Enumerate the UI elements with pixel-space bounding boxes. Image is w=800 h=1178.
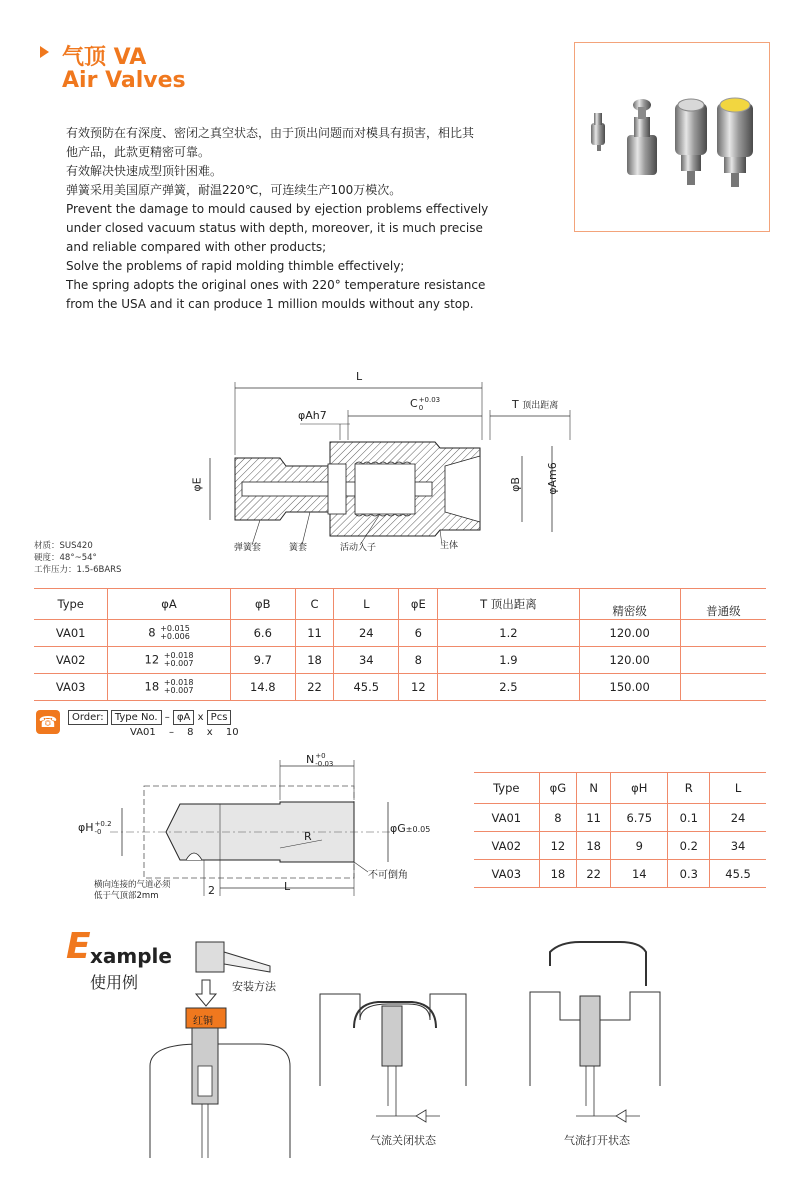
intro-line: 弹簧采用美国原产弹簧，耐温220℃，可连续生产100万模次。 xyxy=(66,183,402,197)
dim-N-tol-top: +0 xyxy=(315,752,326,760)
dim-phi-Am6: φAm6 xyxy=(545,462,559,495)
order-example-a: 8 xyxy=(187,727,194,738)
table-header-cell: φG xyxy=(539,773,577,804)
table-cell: 45.5 xyxy=(710,860,766,888)
table-header-cell: φH xyxy=(611,773,668,804)
table-cell: 9 xyxy=(611,832,668,860)
dim-phi-G-label: φG xyxy=(390,822,406,835)
dim-H-tol-bot: -0 xyxy=(94,828,102,836)
dim-T-label: T xyxy=(512,398,519,411)
order-example-pcs: 10 xyxy=(225,727,239,738)
cell-phi-e: 8 xyxy=(399,647,438,674)
dim-H-tol-top: +0.2 xyxy=(94,820,112,828)
cell-t: 2.5 xyxy=(438,674,579,701)
table-header-cell: L xyxy=(710,773,766,804)
table-cell: 0.3 xyxy=(668,860,710,888)
intro-line: The spring adopts the original ones with 220° temperature resistance xyxy=(66,278,486,292)
table-row xyxy=(34,674,766,701)
product-photo xyxy=(574,42,770,232)
example-initial: E xyxy=(66,926,91,967)
label-copper: 红铜 xyxy=(193,1016,213,1027)
cell-precision-price: 150.00 xyxy=(579,674,680,701)
cell-normal-price xyxy=(680,620,766,647)
label-plunger: 活动入子 xyxy=(340,543,377,553)
dim-N-label: N xyxy=(306,753,315,766)
table-header-cell: 普通级 xyxy=(680,589,766,620)
intro-line: and reliable compared with other products; xyxy=(66,240,327,254)
cell-t: 1.2 xyxy=(438,620,579,647)
table-cell: 24 xyxy=(710,804,766,832)
note-line: 低于气顶部2mm xyxy=(94,891,159,901)
table-cell: 18 xyxy=(539,860,577,888)
order-pcs: Pcs xyxy=(207,710,232,725)
table-header-cell: φB xyxy=(230,589,295,620)
dim-phi-E: φE xyxy=(190,477,204,492)
dim-T xyxy=(512,398,558,411)
cross-section-drawing xyxy=(180,360,600,550)
cell-phi-a-value: 18 xyxy=(144,679,160,694)
dim-C-tol-bot: 0 xyxy=(418,404,424,412)
page-title-cn: 气顶 VA xyxy=(62,45,147,70)
order-example xyxy=(130,727,239,738)
example-heading: xample xyxy=(90,944,172,968)
cell-phi-a-tol-up: +0.018 xyxy=(163,651,194,660)
dim-phi-Ah7: φAh7 xyxy=(298,409,327,422)
dim-phi-H xyxy=(78,820,112,836)
pressure-line: 工作压力：1.5-6BARS xyxy=(34,565,122,575)
air-valve-photo-illustration xyxy=(575,43,769,231)
hardness-line: 硬度：48°~54° xyxy=(34,553,97,563)
label-airflow-open: 气流打开状态 xyxy=(564,1134,630,1147)
table-cell: 6.75 xyxy=(611,804,668,832)
table-header-cell: L xyxy=(334,589,399,620)
table-header-cell: C xyxy=(295,589,333,620)
cell-c: 18 xyxy=(295,647,333,674)
dim-N xyxy=(306,752,333,768)
cell-phi-a-value: 8 xyxy=(148,625,156,640)
intro-line: under closed vacuum status with depth, moreover, it is much precise xyxy=(66,221,483,235)
note-line: 横向连接的气道必须 xyxy=(94,880,171,890)
table-header-cell: R xyxy=(668,773,710,804)
intro-line: from the USA and it can produce 1 million moulds without any stop. xyxy=(66,297,474,311)
table-header-cell: φA xyxy=(108,589,230,620)
order-x: x xyxy=(197,712,204,723)
table-header-cell: T 顶出距离 xyxy=(438,589,579,620)
dim-R: R xyxy=(304,830,312,843)
dim-G-tol: ±0.05 xyxy=(405,825,431,834)
dim-L: L xyxy=(356,370,363,383)
dim-C xyxy=(410,396,440,412)
table-cell: 0.2 xyxy=(668,832,710,860)
order-phi-a: φA xyxy=(173,710,194,725)
order-type-no: Type No. xyxy=(111,710,162,725)
table-header-cell: φE xyxy=(399,589,438,620)
order-label: Order: xyxy=(68,710,108,725)
dim-phi-H-label: φH xyxy=(78,821,94,834)
cell-phi-a-tol-dn: +0.007 xyxy=(163,686,194,695)
table-cell: VA01 xyxy=(474,804,539,832)
cell-phi-a xyxy=(108,674,230,701)
order-example-dash: – xyxy=(168,727,174,738)
table-header-cell: 精密级 xyxy=(579,589,680,620)
cell-phi-b: 6.6 xyxy=(230,620,295,647)
cell-l: 24 xyxy=(334,620,399,647)
intro-line: 他产品，此款更精密可靠。 xyxy=(66,145,211,159)
table-cell: 8 xyxy=(539,804,577,832)
cell-l: 45.5 xyxy=(334,674,399,701)
label-body: 主体 xyxy=(440,541,459,551)
intro-text xyxy=(66,124,506,314)
table-header-row xyxy=(474,773,766,804)
cell-c: 11 xyxy=(295,620,333,647)
material-line: 材质：SUS420 xyxy=(34,541,93,551)
cell-normal-price xyxy=(680,647,766,674)
table-row xyxy=(34,647,766,674)
dim-C-label: C xyxy=(410,397,418,410)
cell-phi-a-tol-up: +0.015 xyxy=(160,624,190,633)
hole-spec-table xyxy=(474,772,766,888)
table-cell: 18 xyxy=(577,832,611,860)
label-airflow-closed: 气流关闭状态 xyxy=(370,1134,436,1147)
table-row xyxy=(474,832,766,860)
table-cell: VA03 xyxy=(474,860,539,888)
label-no-chamfer: 不可倒角 xyxy=(368,870,408,881)
material-spec xyxy=(34,540,121,576)
cell-t: 1.9 xyxy=(438,647,579,674)
cell-precision-price: 120.00 xyxy=(579,620,680,647)
table-cell: 14 xyxy=(611,860,668,888)
note-air-channel xyxy=(94,880,171,902)
page-title-en: Air Valves xyxy=(62,68,186,93)
cell-l: 34 xyxy=(334,647,399,674)
cell-phi-a-tol-dn: +0.007 xyxy=(163,659,194,668)
table-header-cell: Type xyxy=(34,589,108,620)
cell-type: VA01 xyxy=(34,620,108,647)
table-cell: 12 xyxy=(539,832,577,860)
intro-line: 有效预防在有深度、密闭之真空状态，由于顶出问题而对模具有损害，相比其 xyxy=(66,126,475,140)
table-cell: 34 xyxy=(710,832,766,860)
cell-normal-price xyxy=(680,674,766,701)
table-header-cell: N xyxy=(577,773,611,804)
cell-type: VA03 xyxy=(34,674,108,701)
cell-c: 22 xyxy=(295,674,333,701)
table-cell: 0.1 xyxy=(668,804,710,832)
cell-phi-a-tol-dn: +0.006 xyxy=(160,632,190,641)
dim-C-tol-top: +0.03 xyxy=(418,396,441,404)
table-cell: VA02 xyxy=(474,832,539,860)
order-example-x: x xyxy=(206,727,213,738)
dim-two-mm: 2 xyxy=(208,884,215,897)
cell-type: VA02 xyxy=(34,647,108,674)
label-install-method: 安装方法 xyxy=(232,980,276,993)
bullet-arrow-icon xyxy=(40,46,49,58)
dim-N-tol-bot: -0.03 xyxy=(315,760,334,768)
usage-example-drawings xyxy=(140,936,780,1158)
table-row xyxy=(474,804,766,832)
table-row xyxy=(34,620,766,647)
label-sleeve: 簧套 xyxy=(289,543,308,553)
order-example-type: VA01 xyxy=(130,727,156,738)
cell-phi-a xyxy=(108,647,230,674)
phone-icon: ☎ xyxy=(36,710,60,734)
cell-precision-price: 120.00 xyxy=(579,647,680,674)
dim-phi-B: φB xyxy=(508,477,522,492)
table-header-cell: Type xyxy=(474,773,539,804)
order-format xyxy=(68,710,231,725)
cell-phi-a xyxy=(108,620,230,647)
label-spring-sleeve: 弹簧套 xyxy=(234,543,262,553)
cell-phi-a-tol-up: +0.018 xyxy=(163,678,194,687)
table-cell: 11 xyxy=(577,804,611,832)
dim-L-hole: L xyxy=(284,880,291,893)
intro-line: 有效解决快速成型顶针困难。 xyxy=(66,164,223,178)
dim-phi-G xyxy=(390,822,430,835)
intro-line: Prevent the damage to mould caused by ejection problems effectively xyxy=(66,202,489,216)
dim-T-cn: 顶出距离 xyxy=(522,401,559,411)
cell-phi-e: 6 xyxy=(399,620,438,647)
table-header-row xyxy=(34,589,766,620)
cell-phi-a-value: 12 xyxy=(144,652,160,667)
spec-table xyxy=(34,588,766,701)
cell-phi-e: 12 xyxy=(399,674,438,701)
cell-phi-b: 9.7 xyxy=(230,647,295,674)
example-heading-cn: 使用例 xyxy=(90,973,139,992)
table-row xyxy=(474,860,766,888)
table-cell: 22 xyxy=(577,860,611,888)
intro-line: Solve the problems of rapid molding thimble effectively; xyxy=(66,259,405,273)
order-dash: – xyxy=(164,712,170,723)
cell-phi-b: 14.8 xyxy=(230,674,295,701)
